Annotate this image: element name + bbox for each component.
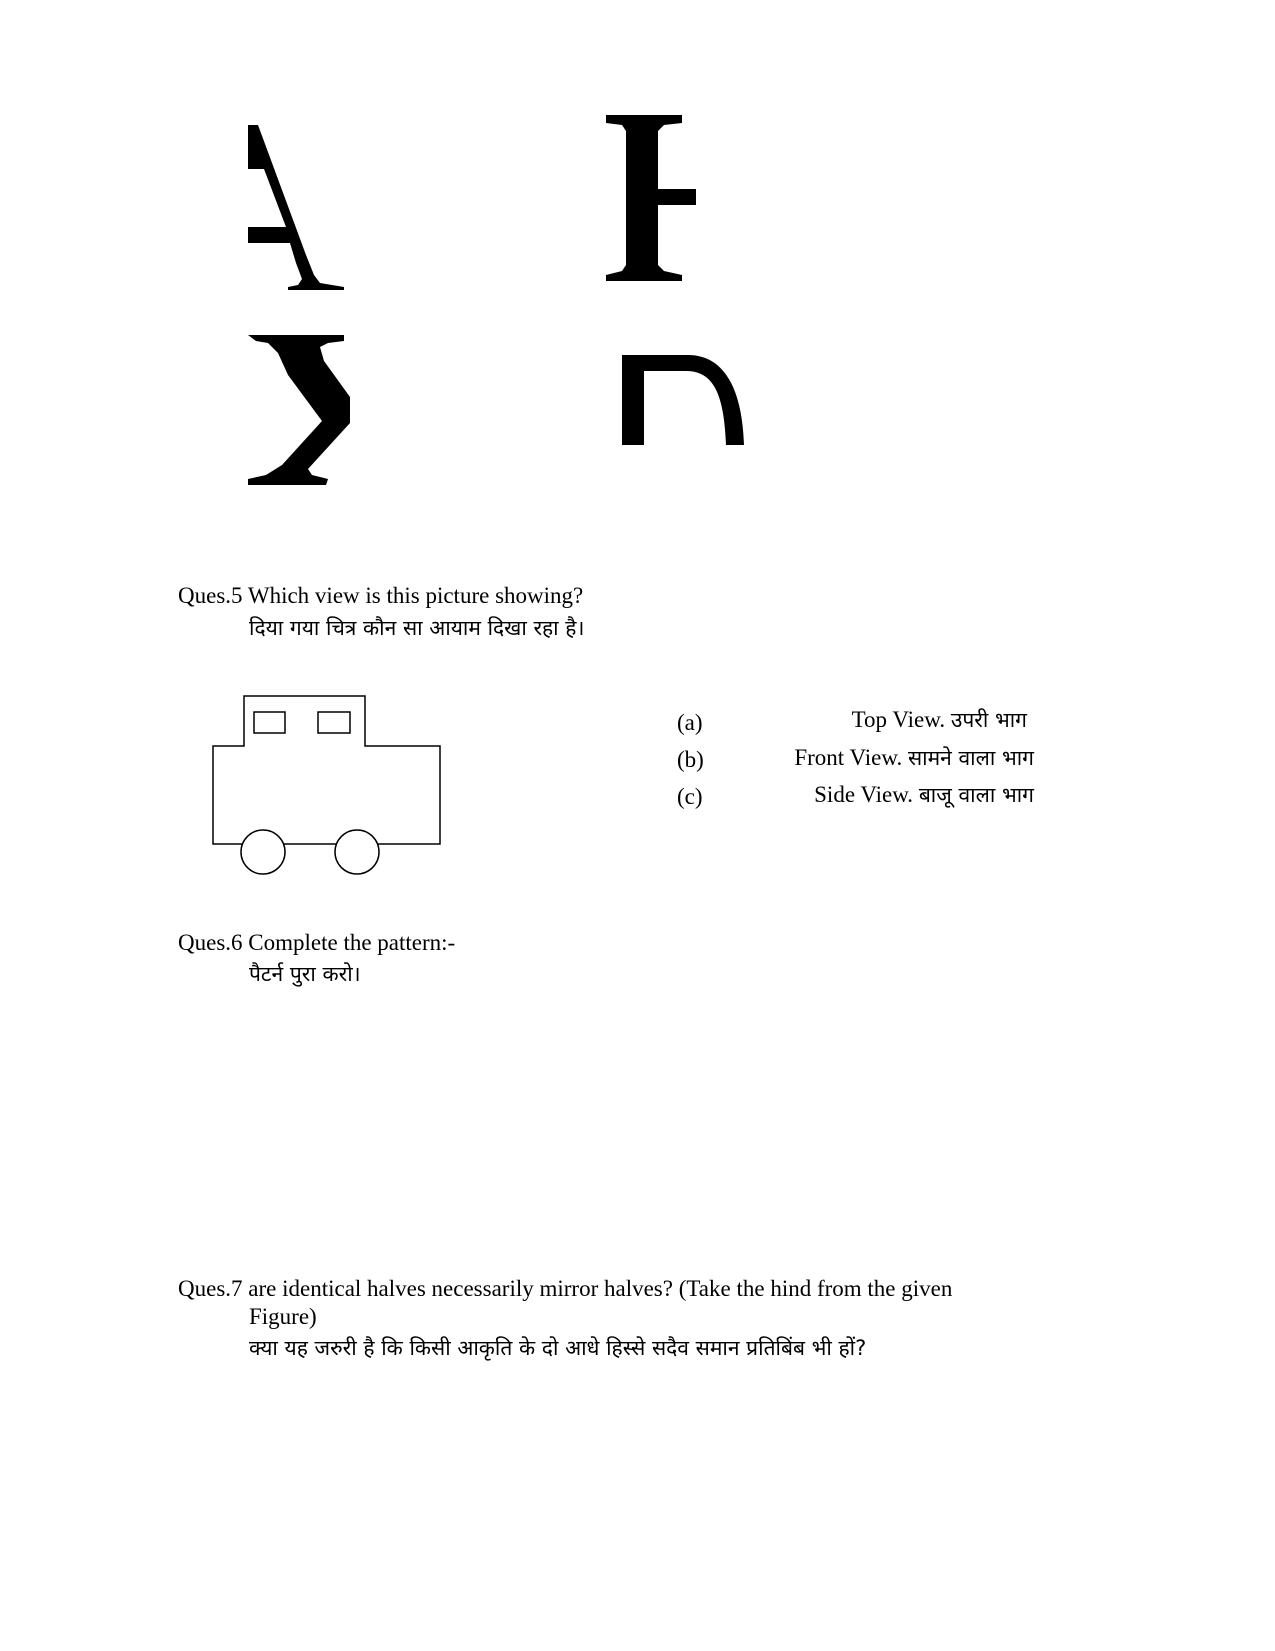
q5-text: Which view is this picture showing? bbox=[247, 583, 584, 608]
q5-option-b-letter: (b) bbox=[677, 747, 704, 772]
half-letter-a bbox=[248, 125, 358, 290]
wheel-right bbox=[335, 830, 379, 874]
q5-option-c-letter: (c) bbox=[677, 784, 703, 809]
window-left bbox=[254, 712, 285, 733]
q5-question bbox=[178, 582, 583, 610]
q7-text-line1: are identical halves necessarily mirror halves? (Take the hind from the given bbox=[248, 1276, 953, 1301]
q6-hindi: पैटर्न पुरा करो। bbox=[249, 962, 361, 986]
q5-option-a-en: Top View. bbox=[851, 707, 946, 732]
q5-option-b[interactable] bbox=[614, 744, 1034, 772]
q7-question bbox=[178, 1275, 952, 1303]
q5-option-b-en: Front View. bbox=[794, 745, 903, 770]
q5-option-c[interactable] bbox=[614, 781, 1034, 809]
q5-option-a-hi: उपरी भाग bbox=[950, 708, 1027, 732]
q5-hindi: दिया गया चित्र कौन सा आयाम दिखा रहा है। bbox=[249, 616, 585, 640]
q6-number: Ques.6 bbox=[178, 930, 243, 955]
q6-text: Complete the pattern:- bbox=[248, 930, 456, 955]
q6-question bbox=[178, 929, 455, 957]
q5-option-a[interactable] bbox=[607, 706, 1027, 734]
half-letter-h bbox=[606, 115, 701, 285]
window-right bbox=[318, 712, 350, 733]
half-letters-figure bbox=[240, 110, 760, 500]
half-letter-x bbox=[248, 335, 358, 485]
q5-option-b-hi: सामने वाला भाग bbox=[907, 746, 1034, 770]
q5-option-a-letter: (a) bbox=[677, 710, 703, 735]
q7-number: Ques.7 bbox=[178, 1276, 243, 1301]
q5-option-c-hi: बाजू वाला भाग bbox=[918, 783, 1034, 807]
vehicle-front-figure bbox=[205, 688, 450, 883]
q5-number: Ques.5 bbox=[178, 583, 243, 608]
q5-option-c-en: Side View. bbox=[814, 782, 914, 807]
q7-hindi: क्या यह जरुरी है कि किसी आकृति के दो आधे हिस्से सदैव समान प्रतिबिंब भी हों? bbox=[249, 1336, 867, 1360]
wheel-left bbox=[241, 830, 285, 874]
q7-text-line2: Figure) bbox=[249, 1304, 317, 1329]
half-letter-d bbox=[622, 355, 747, 450]
